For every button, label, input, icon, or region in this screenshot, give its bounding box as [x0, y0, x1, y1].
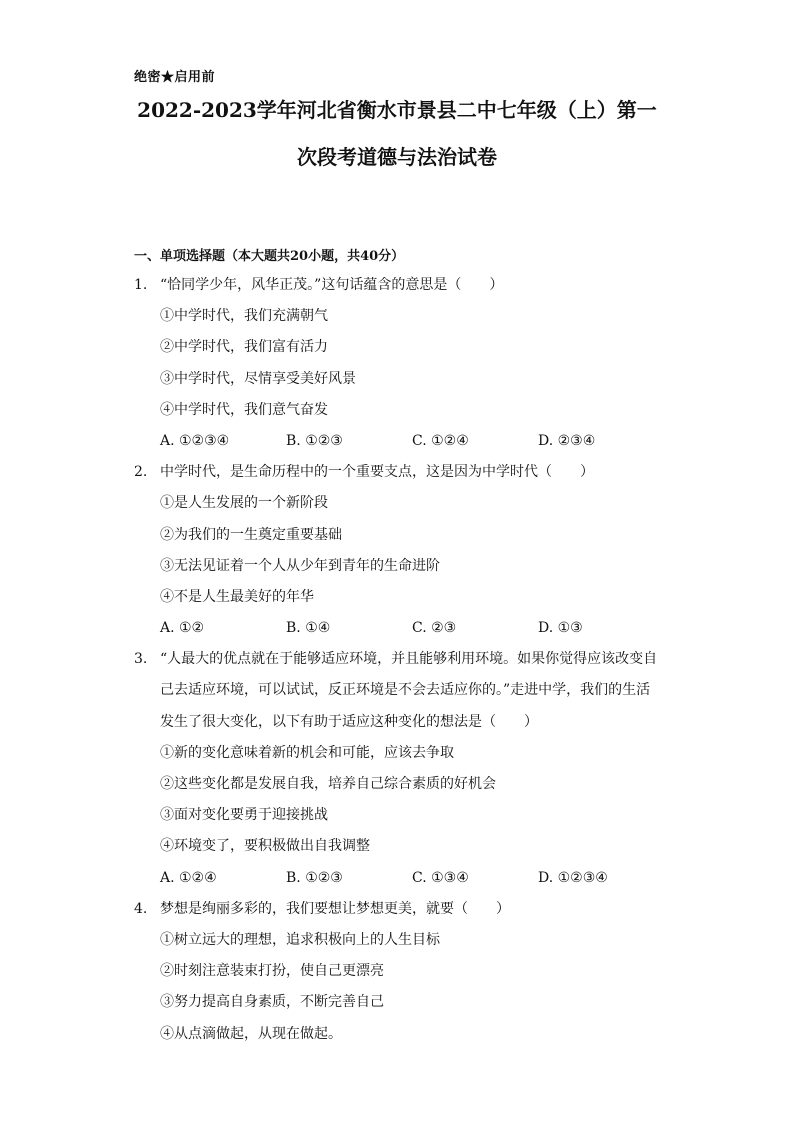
question-stem — [134, 270, 674, 301]
answer-choice: B. ①④ — [286, 620, 331, 637]
question-stem-continued — [134, 675, 674, 706]
answer-choice: D. ①②③④ — [538, 869, 608, 886]
section-heading: 一、单项选择题（本大题共20小题，共40分） — [134, 249, 405, 264]
question-list — [134, 270, 674, 1050]
question-stem — [134, 644, 674, 675]
answer-choice: A. ①②③④ — [160, 432, 230, 449]
answer-choice: A. ①②④ — [160, 869, 217, 886]
answer-choice: B. ①②③ — [286, 869, 343, 886]
question-stem-continued — [134, 707, 674, 738]
question-stem — [134, 457, 674, 488]
answer-choice: C. ②③ — [412, 620, 457, 637]
question-text: 梦想是绚丽多彩的，我们要想让梦想更美，就要（ ） — [160, 900, 510, 917]
answer-choice: C. ①②④ — [412, 432, 469, 449]
question-statement: ③努力提高自身素质，不断完善自己 — [160, 994, 384, 1011]
answer-choices — [134, 613, 674, 644]
question-item — [134, 644, 674, 894]
question-statement: ④不是人生最美好的年华 — [160, 588, 314, 605]
question-number: 2. — [134, 464, 148, 481]
question-statement: ②时刻注意装束打扮，使自己更漂亮 — [160, 963, 384, 980]
answer-choice: C. ①③④ — [412, 869, 469, 886]
question-statement: ①树立远大的理想，追求积极向上的人生目标 — [160, 931, 440, 948]
question-text: 发生了很大变化，以下有助于适应这种变化的想法是（ ） — [160, 713, 538, 730]
question-statement: ③面对变化要勇于迎接挑战 — [160, 807, 328, 824]
question-statement: ①中学时代，我们充满朝气 — [160, 308, 328, 325]
question-number: 4. — [134, 900, 148, 917]
question-statement: ①新的变化意味着新的机会和可能，应该去争取 — [160, 744, 454, 761]
answer-choices — [134, 426, 674, 457]
question-statement: ④中学时代，我们意气奋发 — [160, 401, 328, 418]
answer-choice: D. ②③④ — [538, 432, 596, 449]
question-statement: ②这些变化都是发展自我，培养自己综合素质的好机会 — [160, 776, 496, 792]
exam-title-line-2: 次段考道德与法治试卷 — [297, 145, 497, 169]
question-statement: ②中学时代，我们富有活力 — [160, 339, 328, 356]
question-item — [134, 457, 674, 644]
answer-choices — [134, 863, 674, 894]
question-statement: ④环境变了，要积极做出自我调整 — [160, 838, 370, 855]
exam-title-line-1: 2022-2023学年河北省衡水市景县二中七年级（上）第一 — [137, 98, 657, 122]
question-number: 1. — [134, 277, 148, 293]
question-stem — [134, 894, 674, 925]
answer-choice: B. ①②③ — [286, 432, 343, 449]
question-number: 3. — [134, 651, 148, 668]
question-text: 己去适应环境，可以试试，反正环境是不会去适应你的。”走进中学，我们的生活 — [160, 682, 651, 699]
question-text: “恰同学少年，风华正茂。”这句话蕴含的意思是（ ） — [160, 277, 504, 293]
question-statement: ②为我们的一生奠定重要基础 — [160, 526, 342, 543]
question-text: 中学时代，是生命历程中的一个重要支点，这是因为中学时代（ ） — [160, 464, 594, 481]
confidential-mark: 绝密★启用前 — [134, 70, 216, 85]
question-text: “人最大的优点就在于能够适应环境，并且能够利用环境。如果你觉得应该改变自 — [160, 651, 658, 668]
question-statement: ④从点滴做起，从现在做起。 — [160, 1025, 342, 1042]
answer-choice: D. ①③ — [538, 620, 583, 637]
question-statement: ③中学时代，尽情享受美好风景 — [160, 370, 356, 387]
question-item — [134, 270, 674, 457]
question-item — [134, 894, 674, 1050]
answer-choice: A. ①② — [160, 620, 205, 637]
question-statement: ①是人生发展的一个新阶段 — [160, 495, 328, 512]
question-statement: ③无法见证着一个人从少年到青年的生命进阶 — [160, 557, 440, 574]
